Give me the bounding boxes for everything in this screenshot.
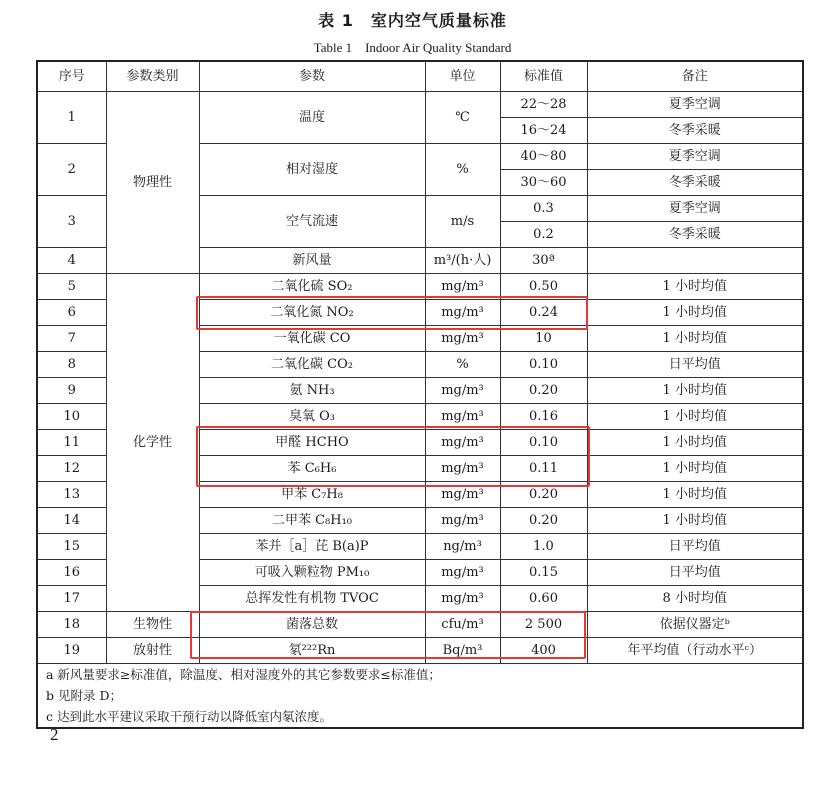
row-remark: 8 小时均值 — [587, 586, 803, 612]
row-remark: 夏季空调 — [587, 196, 803, 222]
row-remark: 日平均值 — [587, 560, 803, 586]
row-value: 0.16 — [500, 404, 587, 430]
air-quality-table — [36, 60, 804, 729]
row-no: 13 — [37, 482, 106, 508]
header-value: 标准值 — [500, 61, 587, 92]
table-row — [37, 638, 803, 664]
row-value: 0.15 — [500, 560, 587, 586]
row-param: 菌落总数 — [199, 612, 425, 638]
row-remark: 1 小时均值 — [587, 326, 803, 352]
row-no: 14 — [37, 508, 106, 534]
row-value: 2 500 — [500, 612, 587, 638]
note-c: c 达到此水平建议采取干预行动以降低室内氡浓度。 — [46, 709, 332, 724]
row-remark: 年平均值（行动水平ᶜ） — [587, 638, 803, 664]
row-remark: 日平均值 — [587, 352, 803, 378]
row-param: 苯并［a］芘 B(a)P — [199, 534, 425, 560]
row-no: 2 — [37, 144, 106, 196]
header-param: 参数 — [199, 61, 425, 92]
row-unit: mg/m³ — [425, 430, 500, 456]
row-remark: 1 小时均值 — [587, 300, 803, 326]
row-unit: mg/m³ — [425, 482, 500, 508]
row-param: 甲苯 C₇H₈ — [199, 482, 425, 508]
row-value: 0.60 — [500, 586, 587, 612]
row-remark: 冬季采暖 — [587, 222, 803, 248]
row-no: 3 — [37, 196, 106, 248]
row-value: 30～60 — [500, 170, 587, 196]
row-remark: 夏季空调 — [587, 92, 803, 118]
row-value: 0.24 — [500, 300, 587, 326]
row-unit: m³/(h·人) — [425, 248, 500, 274]
row-unit: cfu/m³ — [425, 612, 500, 638]
row-remark: 依据仪器定ᵇ — [587, 612, 803, 638]
row-value: 30ª — [500, 248, 587, 274]
category-biological: 生物性 — [106, 612, 199, 638]
row-unit: mg/m³ — [425, 508, 500, 534]
row-no: 19 — [37, 638, 106, 664]
row-value: 0.20 — [500, 378, 587, 404]
row-no: 17 — [37, 586, 106, 612]
row-value: 0.10 — [500, 352, 587, 378]
row-remark: 1 小时均值 — [587, 404, 803, 430]
row-param: 总挥发性有机物 TVOC — [199, 586, 425, 612]
header-unit: 单位 — [425, 61, 500, 92]
row-unit: % — [425, 144, 500, 196]
row-unit: mg/m³ — [425, 404, 500, 430]
row-value: 0.10 — [500, 430, 587, 456]
note-a: a 新风量要求≥标准值，除温度、相对湿度外的其它参数要求≤标准值； — [46, 667, 441, 682]
row-remark: 1 小时均值 — [587, 430, 803, 456]
row-no: 8 — [37, 352, 106, 378]
row-value: 0.20 — [500, 508, 587, 534]
header-remark: 备注 — [587, 61, 803, 92]
row-remark: 1 小时均值 — [587, 274, 803, 300]
row-no: 6 — [37, 300, 106, 326]
category-radiation: 放射性 — [106, 638, 199, 664]
row-remark: 1 小时均值 — [587, 378, 803, 404]
row-no: 18 — [37, 612, 106, 638]
row-no: 15 — [37, 534, 106, 560]
row-no: 5 — [37, 274, 106, 300]
row-unit: mg/m³ — [425, 326, 500, 352]
row-param: 氡²²²Rn — [199, 638, 425, 664]
row-param: 一氧化碳 CO — [199, 326, 425, 352]
row-no: 16 — [37, 560, 106, 586]
row-remark — [587, 248, 803, 274]
row-remark: 夏季空调 — [587, 144, 803, 170]
note-b: b 见附录 D； — [46, 688, 122, 703]
row-param: 温度 — [199, 92, 425, 144]
row-value: 0.11 — [500, 456, 587, 482]
row-remark: 1 小时均值 — [587, 508, 803, 534]
row-param: 二氧化碳 CO₂ — [199, 352, 425, 378]
row-remark: 冬季采暖 — [587, 118, 803, 144]
row-value: 40～80 — [500, 144, 587, 170]
row-value: 0.50 — [500, 274, 587, 300]
row-param: 二氧化氮 NO₂ — [199, 300, 425, 326]
row-remark: 1 小时均值 — [587, 482, 803, 508]
row-param: 可吸入颗粒物 PM₁₀ — [199, 560, 425, 586]
table-row — [37, 612, 803, 638]
row-param: 苯 C₆H₆ — [199, 456, 425, 482]
row-no: 11 — [37, 430, 106, 456]
table-row — [37, 274, 803, 300]
row-no: 9 — [37, 378, 106, 404]
row-value: 10 — [500, 326, 587, 352]
table-title-cn: 表 1 室内空气质量标准 — [318, 11, 507, 30]
row-value: 0.2 — [500, 222, 587, 248]
table-row — [37, 92, 803, 118]
row-param: 相对湿度 — [199, 144, 425, 196]
row-param: 二甲苯 C₈H₁₀ — [199, 508, 425, 534]
row-no: 4 — [37, 248, 106, 274]
row-remark: 1 小时均值 — [587, 456, 803, 482]
row-param: 二氧化硫 SO₂ — [199, 274, 425, 300]
row-unit: mg/m³ — [425, 274, 500, 300]
header-no: 序号 — [37, 61, 106, 92]
row-remark: 日平均值 — [587, 534, 803, 560]
row-remark: 冬季采暖 — [587, 170, 803, 196]
row-unit: mg/m³ — [425, 378, 500, 404]
row-unit: % — [425, 352, 500, 378]
row-param: 臭氧 O₃ — [199, 404, 425, 430]
table-title-en: Table 1 Indoor Air Quality Standard — [313, 40, 512, 55]
row-value: 16～24 — [500, 118, 587, 144]
row-value: 0.3 — [500, 196, 587, 222]
row-value: 1.0 — [500, 534, 587, 560]
row-value: 400 — [500, 638, 587, 664]
row-param: 氨 NH₃ — [199, 378, 425, 404]
row-unit: ng/m³ — [425, 534, 500, 560]
row-unit: m/s — [425, 196, 500, 248]
row-param: 新风量 — [199, 248, 425, 274]
row-param: 甲醛 HCHO — [199, 430, 425, 456]
header-category: 参数类别 — [106, 61, 199, 92]
row-value: 22～28 — [500, 92, 587, 118]
page-number: 2 — [50, 725, 59, 744]
notes-row — [37, 664, 803, 729]
row-no: 12 — [37, 456, 106, 482]
category-chemical: 化学性 — [106, 274, 199, 612]
row-no: 7 — [37, 326, 106, 352]
row-no: 10 — [37, 404, 106, 430]
row-unit: Bq/m³ — [425, 638, 500, 664]
row-param: 空气流速 — [199, 196, 425, 248]
table-notes — [37, 664, 803, 729]
row-value: 0.20 — [500, 482, 587, 508]
row-unit: mg/m³ — [425, 560, 500, 586]
category-physical: 物理性 — [106, 92, 199, 274]
row-unit: mg/m³ — [425, 586, 500, 612]
row-unit: ℃ — [425, 92, 500, 144]
row-unit: mg/m³ — [425, 456, 500, 482]
row-no: 1 — [37, 92, 106, 144]
header-row — [37, 61, 803, 92]
row-unit: mg/m³ — [425, 300, 500, 326]
